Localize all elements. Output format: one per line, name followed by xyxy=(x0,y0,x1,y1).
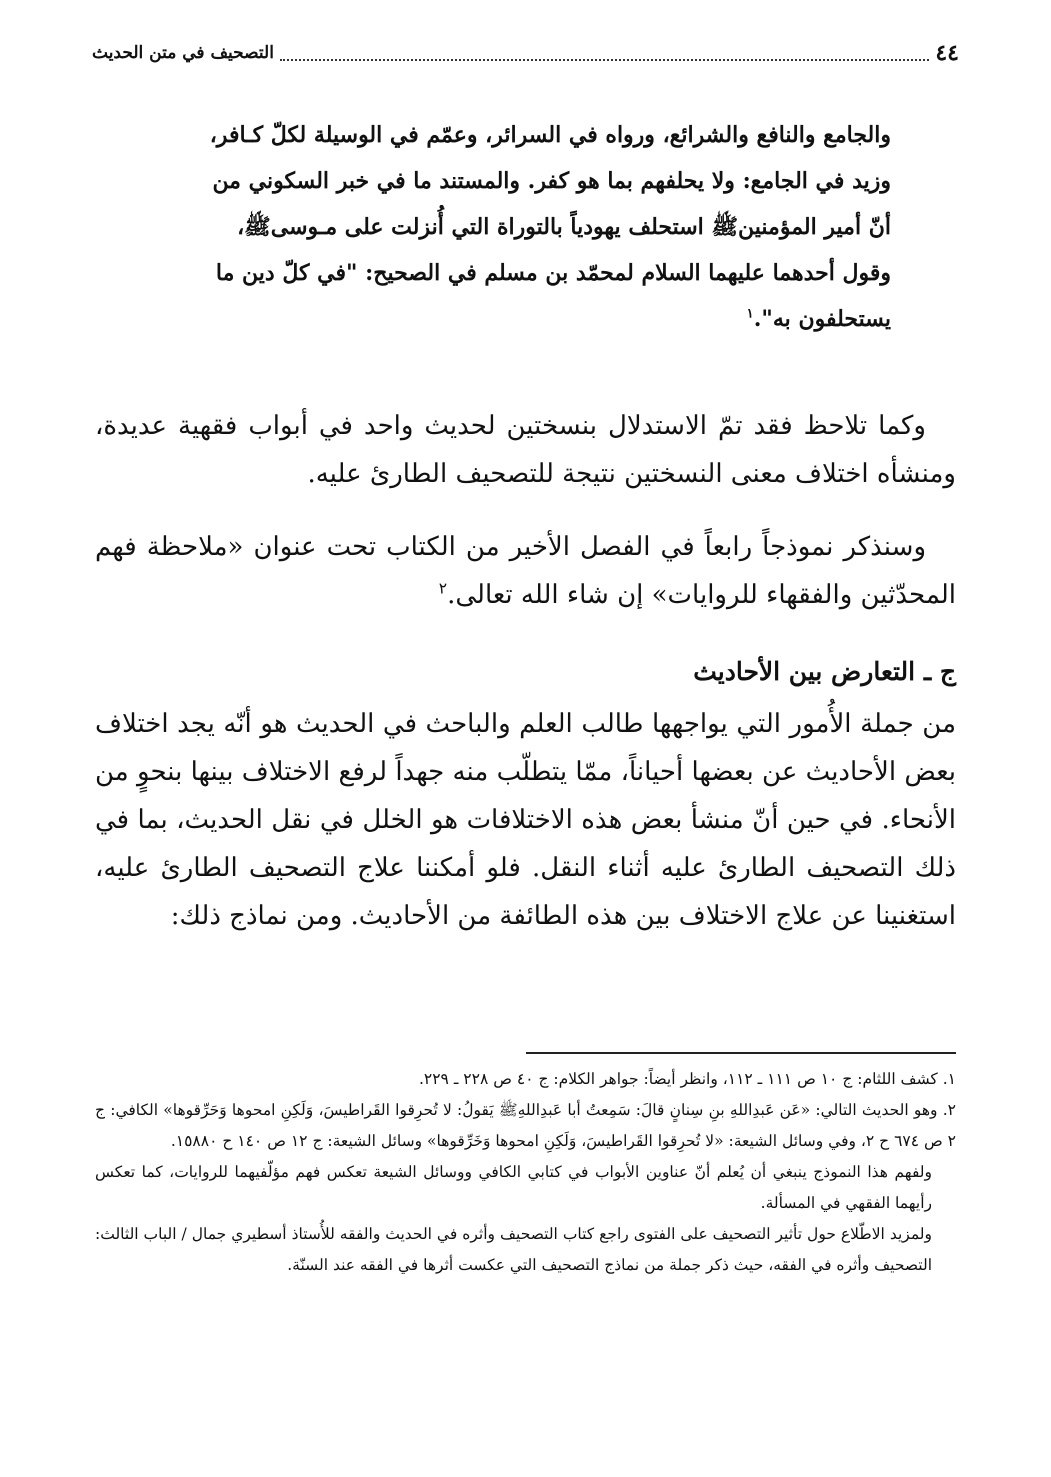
footnote-2-note-1: ولفهم هذا النموذج ينبغي أن يُعلم أنّ عناوين الأبواب في كتابي الكافي ووسائل الشيعة تعكس فهم مؤلّفيهما للروايات، كما تعكس رأيهما الفقهي في المسألة. xyxy=(95,1163,932,1212)
paragraph-text-wrapper xyxy=(95,523,956,619)
quote-line: وقول أحدهما عليهما السلام لمحمّد بن مسلم في الصحيح: "في كلّ دين ما xyxy=(215,260,891,286)
page-number: ٤٤ xyxy=(935,40,959,66)
quote-last-line: يستحلفون به". xyxy=(753,306,891,332)
paragraph-2 xyxy=(95,523,956,619)
quote-line: أنّ أمير المؤمنينﷺ استحلف يهودياً بالتوراة التي أُنزلت على مـوسىﷺ، xyxy=(237,214,891,240)
quote-line xyxy=(160,296,891,342)
paragraph-1 xyxy=(95,402,956,498)
block-quote xyxy=(160,112,891,342)
quote-line: وزيد في الجامع: ولا يحلفهم بما هو كفر. والمستند ما في خبر السكوني من xyxy=(212,168,891,194)
paragraph-3 xyxy=(95,700,956,940)
dotted-leader xyxy=(280,45,929,61)
quote-line: والجامع والنافع والشرائع، ورواه في السرائر، وعمّم في الوسيلة لكلّ كـافر، xyxy=(209,122,891,148)
section-heading: ج ـ التعارض بين الأحاديث xyxy=(693,657,956,686)
footnote-2-note-2: ولمزيد الاطّلاع حول تأثير التصحيف على الفتوى راجع كتاب التصحيف وأثره في الحديث والفقه للأُستاذ أسطيري جمال / الباب الثالث: التصحيف وأثره في الفقه، حيث ذكر جملة من نماذج التصحيف التي عكست أثرها في الفقه عند السنّة. xyxy=(95,1225,932,1274)
footnote-separator xyxy=(526,1052,956,1054)
running-header xyxy=(92,38,959,68)
running-title: التصحيف في متن الحديث xyxy=(92,43,274,63)
paragraph-text: وكما تلاحظ فقد تمّ الاستدلال بنسختين لحديث واحد في أبواب فقهية عديدة، ومنشأه اختلاف معنى النسختين نتيجة للتصحيف الطارئ عليه. xyxy=(95,411,956,489)
footnote-2: ٢. وهو الحديث التالي: «عَن عَبدِاللهِ بنِ سِنانٍ قالَ: سَمِعتُ أبا عَبدِاللهِﷺ يَقولُ: لا تُحرِقوا القَراطيسَ، وَلَكِنِ امحوها وَحَرِّقوها» الكافي: ج ٢ ص ٦٧٤ ح ٢، وفي وسائل الشيعة: «لا تُحرِقوا القَراطيسَ، وَلَكِنِ امحوها وَخَرِّقوها» وسائل الشيعة: ج ١٢ ص ١٤٠ ح ١٥٨٨٠. xyxy=(95,1101,956,1150)
paragraph-text: وسنذكر نموذجاً رابعاً في الفصل الأخير من الكتاب تحت عنوان «ملاحظة فهم المحدّثين والفقهاء للروايات» إن شاء الله تعالى. xyxy=(95,532,956,610)
footnotes xyxy=(95,1064,956,1281)
footnote-1: ١. كشف اللثام: ج ١٠ ص ١١١ ـ ١١٢، وانظر أيضاً: جواهر الكلام: ج ٤٠ ص ٢٢٨ ـ ٢٢٩. xyxy=(418,1070,956,1088)
footnote-ref-2: ٢ xyxy=(438,579,448,598)
footnote-ref-1: ١ xyxy=(746,306,754,322)
paragraph-text: من جملة الأُمور التي يواجهها طالب العلم والباحث في الحديث هو أنّه يجد اختلاف بعض الأحاديث عن بعضها أحياناً، ممّا يتطلّب منه جهداً لرفع الاختلاف بينها بنحوٍ من الأنحاء. في حين أنّ منشأ بعض هذه الاختلافات هو الخلل في نقل الحديث، بما في ذلك التصحيف الطارئ عليه أثناء النقل. فلو أمكننا علاج التصحيف الطارئ عليه، استغنينا عن علاج الاختلاف بين هذه الطائفة من الأحاديث. ومن نماذج ذلك: xyxy=(95,709,956,931)
